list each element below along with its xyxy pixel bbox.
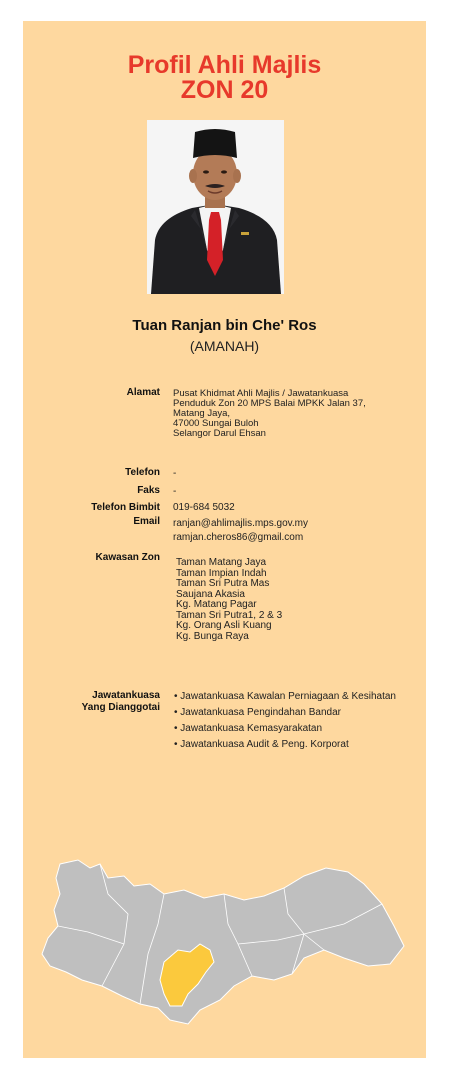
label-alamat: Alamat	[126, 387, 160, 398]
value-email[interactable]: ranjan@ahlimajlis.mps.gov.my ramjan.cheros86@gmail.com	[173, 518, 309, 543]
label-telefon-bimbit: Telefon Bimbit	[91, 502, 160, 513]
map-district-area	[42, 860, 404, 1024]
value-kawasan-zon: Taman Matang Jaya Taman Impian Indah Taman Sri Putra Mas Saujana Akasia Kg. Matang Pagar Taman Sri Putra1, 2 & 3 Kg. Orang Asli Kuang Kg. Bunga Raya	[176, 557, 283, 642]
committee-item: • Jawatankuasa Kemasyarakatan	[174, 721, 396, 737]
councillor-party: (AMANAH)	[189, 338, 260, 354]
label-jawatankuasa: Jawatankuasa Yang Dianggotai	[81, 690, 160, 713]
committee-item: • Jawatankuasa Kawalan Perniagaan & Kesihatan	[174, 689, 396, 705]
value-faks: -	[173, 486, 177, 497]
committee-list	[174, 689, 396, 753]
profile-card	[23, 21, 426, 1058]
label-telefon: Telefon	[125, 467, 160, 478]
page-title	[23, 53, 426, 103]
value-alamat: Pusat Khidmat Ahli Majlis / Jawatankuasa Penduduk Zon 20 MPS Balai MPKK Jalan 37, Matang Jaya, 47000 Sungai Buloh Selangor Darul Ehsan	[173, 388, 366, 439]
councillor-portrait	[147, 120, 284, 294]
committee-item: • Jawatankuasa Pengindahan Bandar	[174, 705, 396, 721]
label-kawasan-zon: Kawasan Zon	[95, 552, 160, 563]
title-line-2: ZON 20	[180, 76, 269, 104]
councillor-name: Tuan Ranjan bin Che' Ros	[132, 317, 317, 334]
title-line-1: Profil Ahli Majlis	[127, 51, 322, 79]
label-faks: Faks	[137, 485, 160, 496]
portrait-illustration	[147, 120, 284, 294]
zone-map	[38, 854, 408, 1029]
committee-item: • Jawatankuasa Audit & Peng. Korporat	[174, 737, 396, 753]
label-email: Email	[133, 516, 160, 527]
value-telefon: -	[173, 468, 177, 479]
value-telefon-bimbit: 019-684 5032	[173, 502, 235, 513]
